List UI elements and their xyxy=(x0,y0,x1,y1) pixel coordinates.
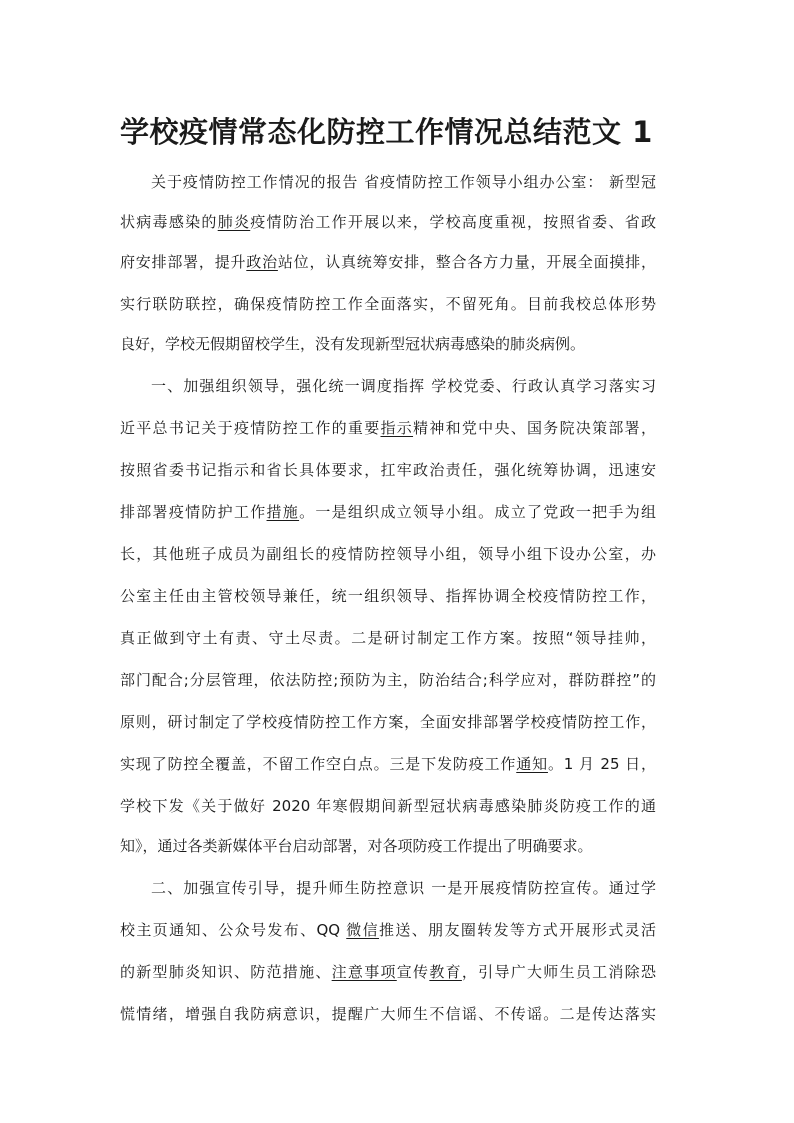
body-line xyxy=(120,418,656,438)
linked-term[interactable]: 政治 xyxy=(246,253,278,271)
body-text-run: 真正做到守土有责、守土尽责。二是研讨制定工作方案。按照“领导挂帅， xyxy=(120,629,656,647)
body-line xyxy=(151,878,656,898)
body-line xyxy=(120,212,656,232)
body-text-run: 按照省委书记指示和省长具体要求，扛牢政治责任，强化统筹协调，迅速安 xyxy=(120,461,656,479)
linked-term[interactable]: 措施 xyxy=(266,503,300,521)
body-line xyxy=(120,460,656,480)
body-line xyxy=(120,252,656,272)
body-text-run: 学校下发《关于做好 2020 年寒假期间新型冠状病毒感染肺炎防疫工作的通 xyxy=(120,797,656,815)
body-text-run: 二、加强宣传引导，提升师生防控意识 一是开展疫情防控宣传。通过学 xyxy=(151,879,656,897)
body-text-run: 的新型肺炎知识、防范措施、 xyxy=(120,963,332,981)
body-text-run: 长，其他班子成员为副组长的疫情防控领导小组，领导小组下设办公室，办 xyxy=(120,545,656,563)
linked-term[interactable]: 通知 xyxy=(516,755,548,773)
body-text-run: 排部署疫情防护工作 xyxy=(120,503,267,521)
body-line xyxy=(120,796,656,816)
body-text-run: 状病毒感染的 xyxy=(120,213,218,231)
body-text-run: 部门配合;分层管理，依法防控;预防为主，防治结合;科学应对，群防群控”的 xyxy=(120,671,656,689)
body-text-run: 知》，通过各类新媒体平台启动部署，对各项防疫工作提出了明确要求。 xyxy=(120,837,593,855)
linked-term[interactable]: 肺炎 xyxy=(217,213,251,231)
body-text-run: 宣传 xyxy=(396,963,430,981)
body-text-run: 一、加强组织领导，强化统一调度指挥 学校党委、行政认真学习落实习 xyxy=(151,377,656,395)
body-text-run: 慌情绪，增强自我防病意识，提醒广大师生不信谣、不传谣。二是传达落实 xyxy=(120,1005,656,1023)
body-line xyxy=(120,836,656,856)
linked-term[interactable]: 教育 xyxy=(429,963,462,981)
linked-term[interactable]: 微信 xyxy=(346,921,379,939)
body-text-run: 。1 月 25 日， xyxy=(547,755,656,773)
body-line xyxy=(120,670,656,690)
body-text-run: 公室主任由主管校领导兼任，统一组织领导、指挥协调全校疫情防控工作， xyxy=(120,587,656,605)
body-line xyxy=(120,586,656,606)
document-title: 学校疫情常态化防控工作情况总结范文 1 xyxy=(120,115,653,149)
body-text-run: 校主页通知、公众号发布、QQ xyxy=(120,921,347,939)
body-text-run: 原则，研讨制定了学校疫情防控工作方案，全面安排部署学校疫情防控工作， xyxy=(120,713,656,731)
body-line xyxy=(120,334,656,354)
body-text-run: 关于疫情防控工作情况的报告 省疫情防控工作领导小组办公室： 新型冠 xyxy=(151,173,656,191)
body-text-run: 精神和党中央、国务院决策部署， xyxy=(413,419,656,437)
body-text-run: ，引导广大师生员工消除恐 xyxy=(461,963,656,981)
body-line xyxy=(120,712,656,732)
body-line xyxy=(120,502,656,522)
body-text-run: 疫情防治工作开展以来，学校高度重视，按照省委、省政 xyxy=(250,213,656,231)
body-text-run: 近平总书记关于疫情防控工作的重要 xyxy=(120,419,381,437)
body-line xyxy=(120,962,656,982)
body-line xyxy=(120,1004,656,1024)
linked-term[interactable]: 指示 xyxy=(380,419,414,437)
body-line xyxy=(120,294,656,314)
linked-term[interactable]: 注意事项 xyxy=(331,963,397,981)
body-text-run: 府安排部署，提升 xyxy=(120,253,247,271)
body-line xyxy=(120,544,656,564)
body-text-run: 实现了防控全覆盖，不留工作空白点。三是下发防疫工作 xyxy=(120,755,517,773)
body-line xyxy=(151,172,656,192)
body-line xyxy=(120,754,656,774)
body-text-run: 。一是组织成立领导小组。成立了党政一把手为组 xyxy=(299,503,656,521)
body-text-run: 良好，学校无假期留校学生，没有发现新型冠状病毒感染的肺炎病例。 xyxy=(120,335,586,353)
body-text-run: 推送、朋友圈转发等方式开展形式灵活 xyxy=(379,921,656,939)
body-line xyxy=(120,920,656,940)
body-line xyxy=(151,376,656,396)
body-line xyxy=(120,628,656,648)
body-text-run: 站位，认真统筹安排，整合各方力量，开展全面摸排， xyxy=(277,253,656,271)
body-text-run: 实行联防联控，确保疫情防控工作全面落实，不留死角。目前我校总体形势 xyxy=(120,295,656,313)
